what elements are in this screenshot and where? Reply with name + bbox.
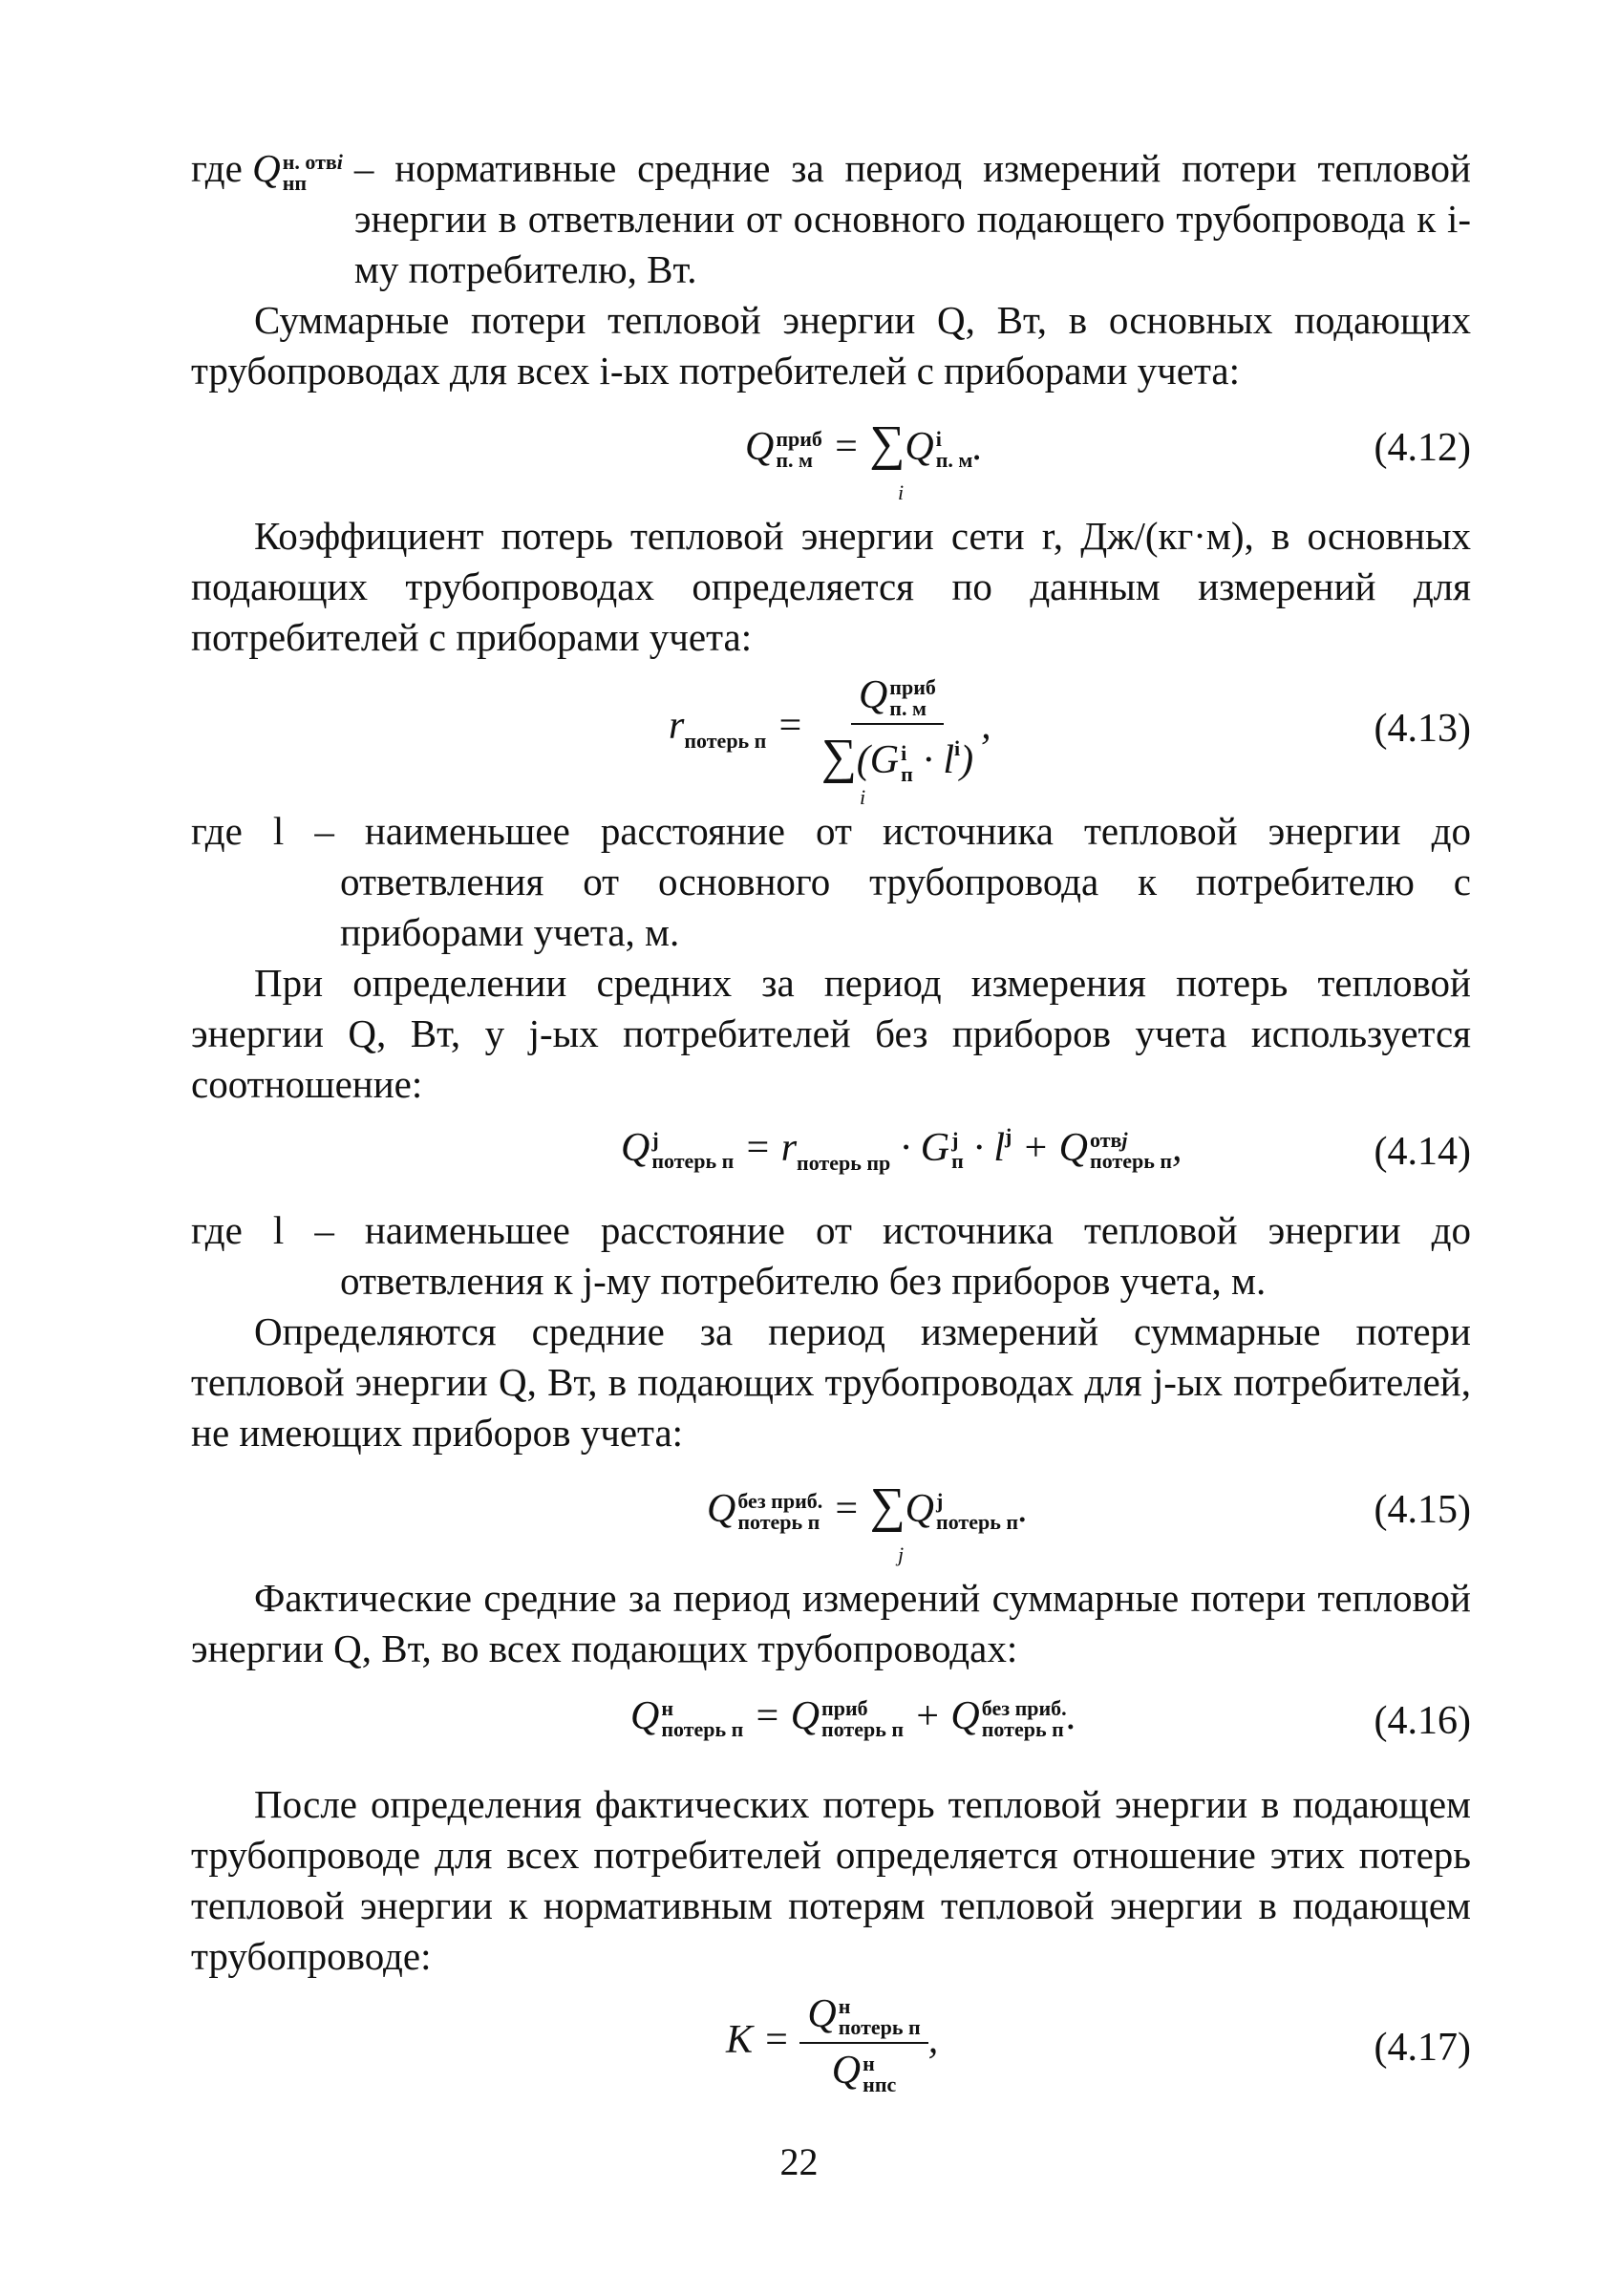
paragraph-2: Коэффициент потерь тепловой энергии сети r, Дж/(кг·м), в основных подающих трубопроводах определяется по данным измерений для потребителей с приборами учета:: [191, 514, 1471, 659]
where-clause-2: где l – наименьшее расстояние от источника тепловой энергии до ответвления от основного трубопровода к потребителю с приборами учета, м.: [191, 809, 1471, 954]
formula-4-14: Q j потерь п = $r_{потерь пр} \cdot G$ j п · $l^j + Q$ отвj потерь п , (4.14): [621, 1124, 1471, 1175]
page-number: 22: [779, 2140, 819, 2183]
equation-number: (4.12): [1374, 426, 1471, 470]
equation-number: (4.17): [1374, 2026, 1471, 2070]
formula-4-13: $r_{потерь п}$ = Q приб п. м ∑(G i п · $l^i$) , i (4.13): [669, 673, 1471, 809]
where-text: – нормативные средние за период измерений потери тепловой энергии в ответвлении от основного подающего трубопровода к i-му потребителю, Вт.: [353, 146, 1471, 291]
paragraph-4: Определяются средние за период измерений суммарные потери тепловой энергии Q, Вт, в подающих трубопроводах для j-ых потребителей, не имеющих приборов учета:: [191, 1309, 1471, 1455]
formula-4-15: Q без приб. потерь п = ∑Q j потерь п . j (4.15): [707, 1478, 1471, 1566]
paragraph-5: Фактические средние за период измерений суммарные потери тепловой энергии Q, Вт, во всех подающих трубопроводах:: [191, 1576, 1471, 1670]
equation-number: (4.14): [1374, 1130, 1471, 1174]
paragraph-3: При определении средних за период измерения потерь тепловой энергии Q, Вт, у j-ых потребителей без приборов учета используется соотношение:: [191, 961, 1471, 1106]
paragraph-1: Суммарные потери тепловой энергии Q, Вт, в основных подающих трубопроводах для всех i-ых потребителей с приборами учета:: [191, 298, 1471, 393]
equation-number: (4.16): [1374, 1699, 1471, 1743]
where-clause-1: [191, 143, 1471, 295]
formula-4-17: K = Q н потерь п Q н нпс , (4.17): [726, 1992, 1471, 2096]
where-clause-3: где l – наименьшее расстояние от источника тепловой энергии до ответвления к j-му потребителю без приборов учета, м.: [191, 1208, 1471, 1303]
formula-4-12: Q приб п. м = ∑Q i п. м . i (4.12): [745, 416, 1471, 504]
where-lead: где Q н. отвi нп: [191, 146, 343, 195]
page-body: [191, 143, 1471, 2125]
equation-number: (4.13): [1374, 707, 1471, 751]
paragraph-6: После определения фактических потерь тепловой энергии в подающем трубопроводе для всех потребителей определяется отношение этих потерь тепловой энергии к нормативным потерям тепловой энергии в подающем трубопроводе:: [191, 1782, 1471, 1978]
equation-number: (4.15): [1374, 1488, 1471, 1532]
formula-4-16: Q н потерь п = Q приб потерь п + Q без приб. потерь п . (4.16): [630, 1694, 1471, 1743]
